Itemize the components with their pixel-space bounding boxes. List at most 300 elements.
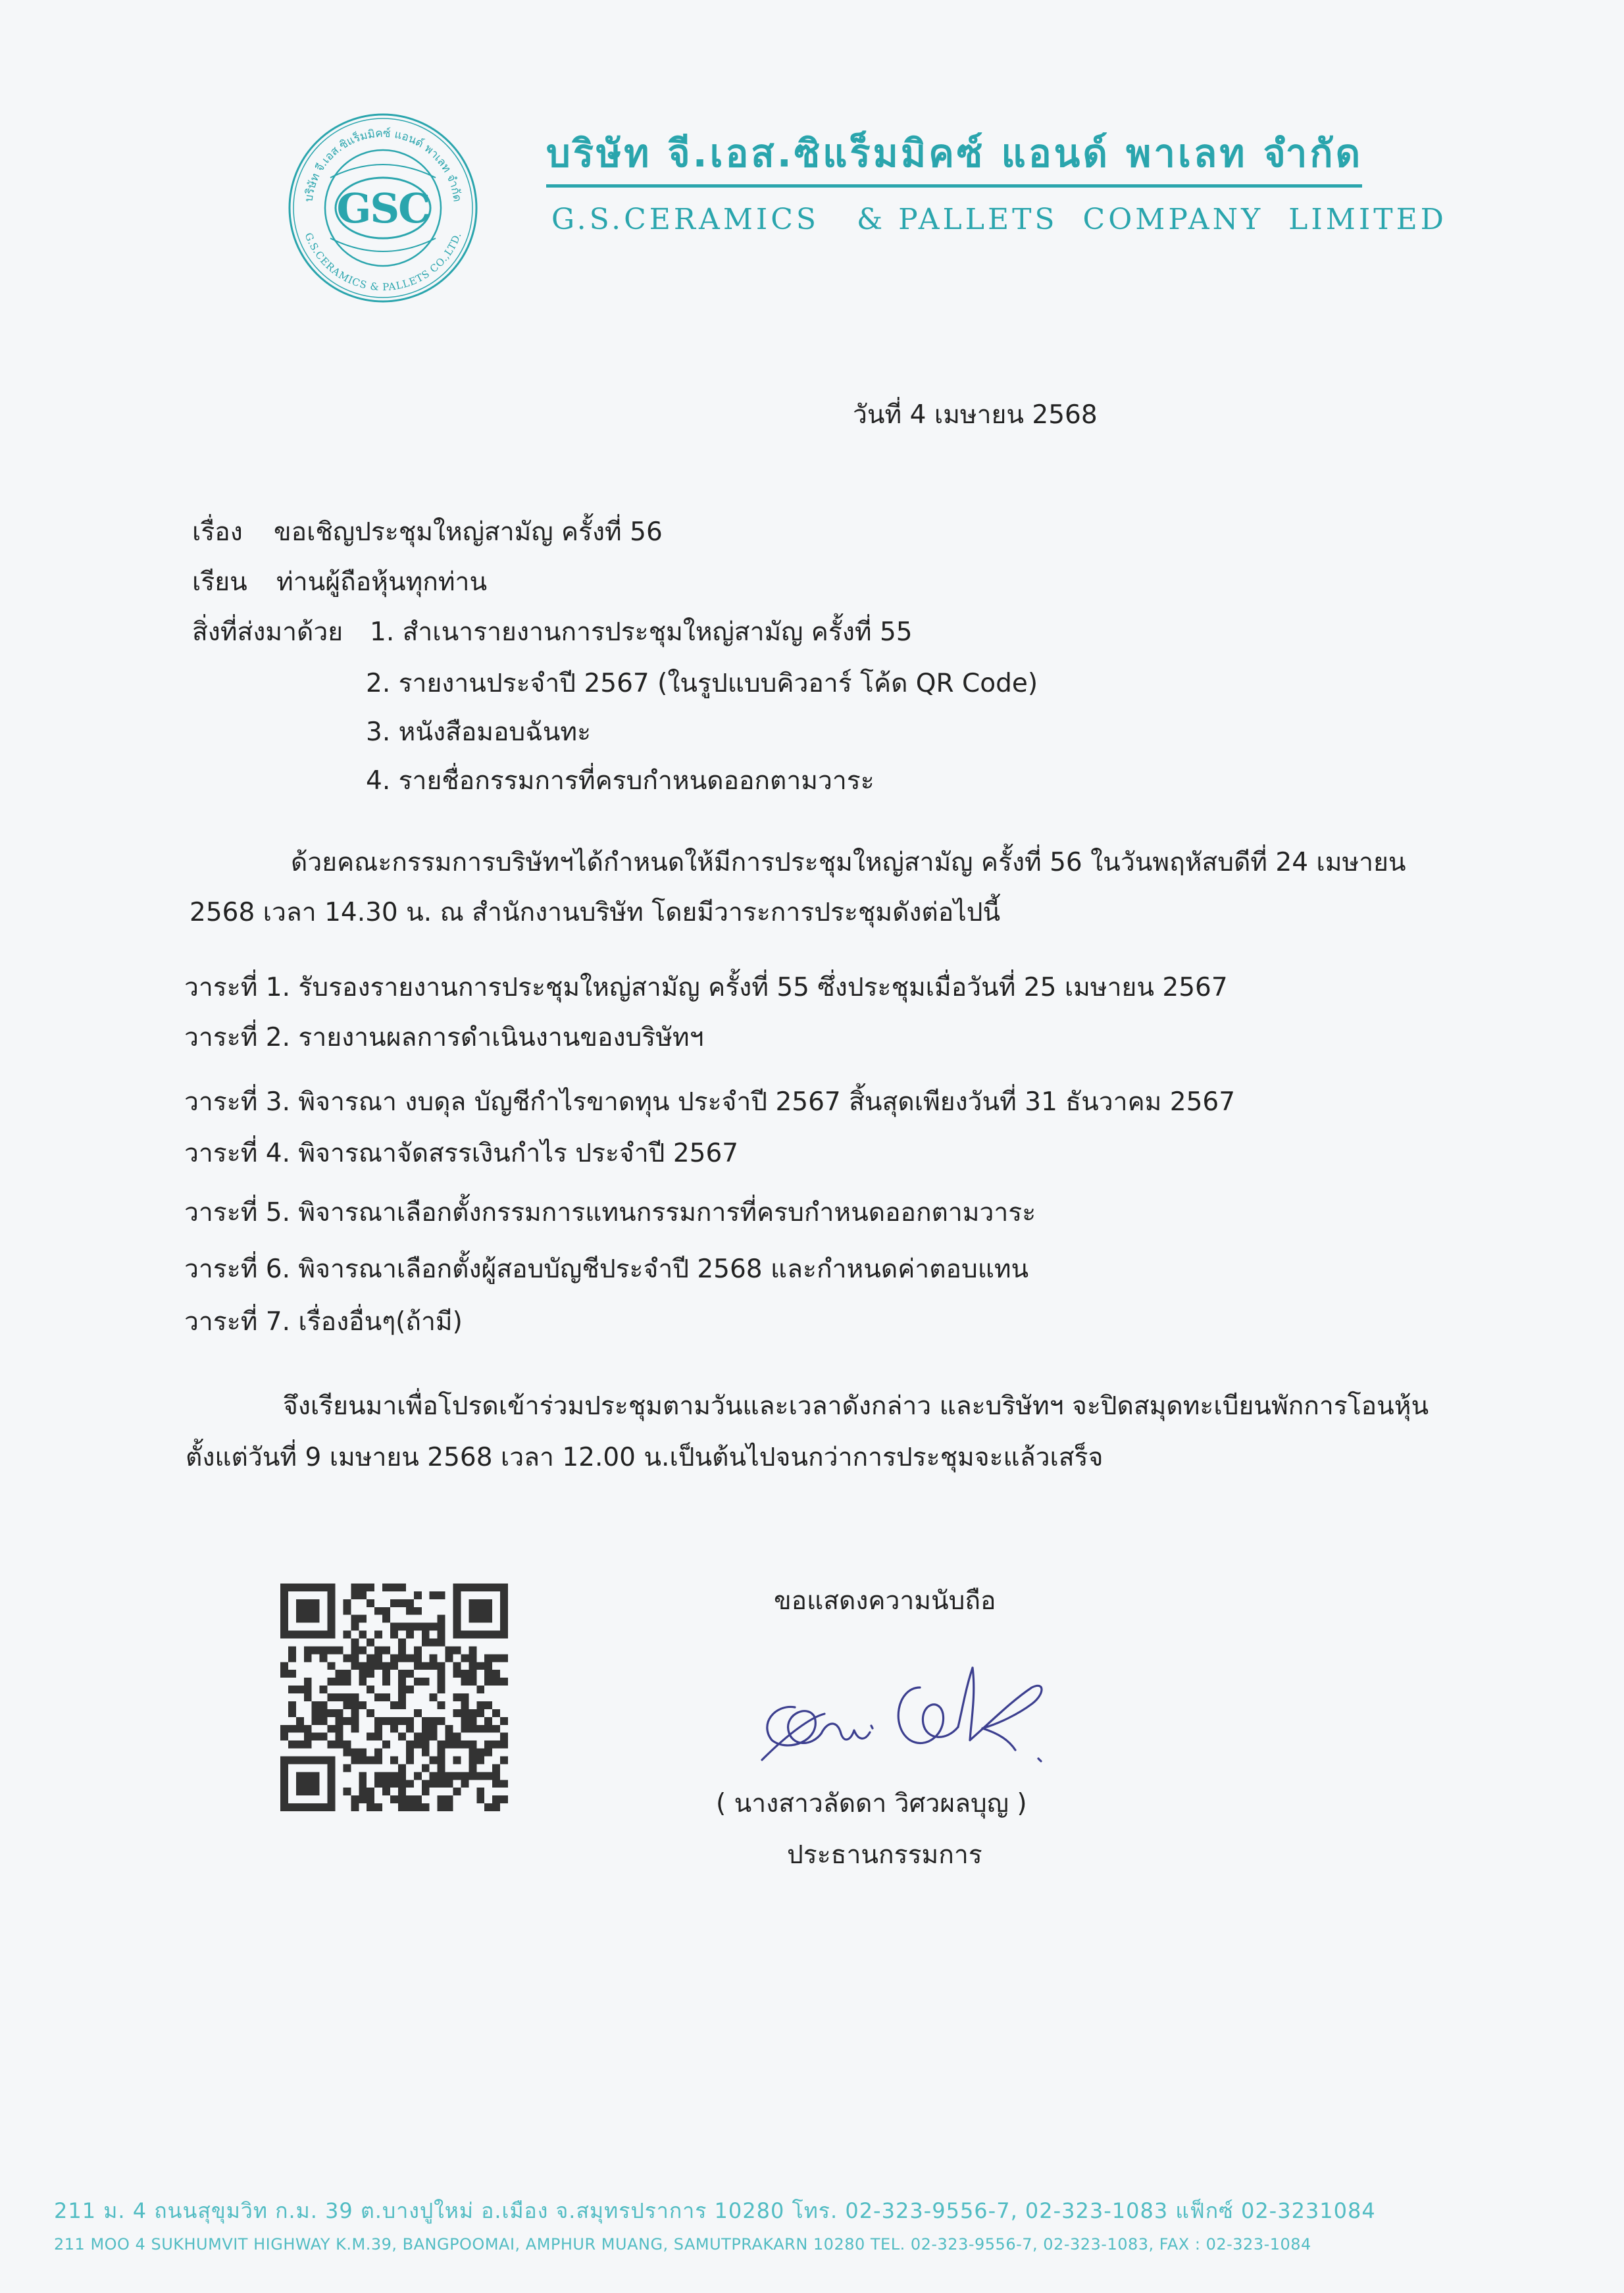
qr-module xyxy=(374,1780,382,1788)
qr-module xyxy=(445,1654,453,1662)
qr-module xyxy=(390,1584,398,1591)
qr-module xyxy=(398,1654,406,1662)
qr-module xyxy=(367,1654,374,1662)
qr-module xyxy=(343,1607,351,1615)
qr-module xyxy=(438,1615,445,1623)
qr-module xyxy=(406,1756,414,1764)
qr-module xyxy=(422,1788,430,1795)
qr-module xyxy=(422,1623,430,1631)
qr-module xyxy=(374,1725,382,1733)
qr-module xyxy=(500,1780,508,1788)
qr-module xyxy=(430,1772,438,1780)
qr-module xyxy=(351,1749,359,1757)
qr-module xyxy=(398,1701,406,1709)
qr-module xyxy=(343,1678,351,1686)
qr-module xyxy=(476,1709,484,1717)
qr-module xyxy=(398,1584,406,1591)
qr-module xyxy=(422,1725,430,1733)
qr-module xyxy=(382,1772,390,1780)
qr-module xyxy=(406,1670,414,1678)
qr-module xyxy=(500,1756,508,1764)
qr-module xyxy=(351,1717,359,1725)
qr-module xyxy=(484,1654,492,1662)
qr-module xyxy=(422,1741,430,1749)
qr-module xyxy=(438,1701,445,1709)
qr-module xyxy=(359,1646,367,1654)
qr-module xyxy=(461,1709,469,1717)
qr-module xyxy=(328,1693,336,1701)
qr-module xyxy=(422,1803,430,1811)
qr-module xyxy=(398,1772,406,1780)
qr-module xyxy=(469,1709,476,1717)
qr-module xyxy=(351,1662,359,1670)
qr-module xyxy=(382,1615,390,1623)
qr-module xyxy=(304,1741,312,1749)
qr-module xyxy=(461,1701,469,1709)
agenda-item: วาระที่ 1. รับรองรายงานการประชุมใหญ่สามัญ ครั้งที่ 55 ซึ่งประชุมเมื่อวันที่ 25 เมษายน 2567 xyxy=(184,973,1228,1002)
qr-module xyxy=(336,1646,343,1654)
qr-module xyxy=(336,1693,343,1701)
qr-module xyxy=(438,1662,445,1670)
qr-module xyxy=(430,1591,438,1599)
qr-module xyxy=(430,1717,438,1725)
qr-module xyxy=(351,1795,359,1803)
qr-module xyxy=(469,1670,476,1678)
qr-module xyxy=(359,1795,367,1803)
qr-module xyxy=(374,1607,382,1615)
qr-module xyxy=(430,1662,438,1670)
qr-module xyxy=(422,1639,430,1647)
svg-text:G.S.CERAMICS & PALLETS CO.,LTD: G.S.CERAMICS & PALLETS CO.,LTD. xyxy=(302,231,464,294)
qr-module xyxy=(414,1646,422,1654)
intro-paragraph-line: 2568 เวลา 14.30 น. ณ สำนักงานบริษัท โดยมีวาระการประชุมดังต่อไปนี้ xyxy=(190,898,1001,927)
qr-module xyxy=(359,1756,367,1764)
qr-module xyxy=(296,1717,304,1725)
qr-module xyxy=(430,1756,438,1764)
qr-module xyxy=(367,1795,374,1803)
qr-module xyxy=(359,1701,367,1709)
qr-module xyxy=(453,1646,461,1654)
qr-module xyxy=(328,1725,336,1733)
qr-module xyxy=(351,1725,359,1733)
qr-module xyxy=(406,1717,414,1725)
qr-module xyxy=(320,1654,328,1662)
qr-module xyxy=(492,1780,500,1788)
qr-module xyxy=(484,1741,492,1749)
qr-module xyxy=(367,1803,374,1811)
qr-module xyxy=(492,1725,500,1733)
qr-module xyxy=(382,1693,390,1701)
qr-module xyxy=(484,1670,492,1678)
qr-module xyxy=(359,1670,367,1678)
qr-module xyxy=(438,1631,445,1639)
qr-module xyxy=(367,1584,374,1591)
qr-module xyxy=(422,1764,430,1772)
qr-module xyxy=(414,1654,422,1662)
qr-module xyxy=(280,1733,288,1741)
qr-module xyxy=(312,1709,320,1717)
qr-module xyxy=(414,1662,422,1670)
enclosures-label: สิ่งที่ส่งมาด้วย xyxy=(192,617,343,647)
qr-module xyxy=(492,1670,500,1678)
qr-module xyxy=(382,1646,390,1654)
qr-module xyxy=(359,1678,367,1686)
qr-module xyxy=(280,1725,288,1733)
qr-module xyxy=(461,1725,469,1733)
qr-module xyxy=(430,1693,438,1701)
qr-module xyxy=(414,1591,422,1599)
qr-module xyxy=(304,1678,312,1686)
company-name-thai: บริษัท จี.เอส.ซิแร็มมิคซ์ แอนด์ พาเลท จำกัด xyxy=(546,131,1363,176)
qr-module xyxy=(390,1662,398,1670)
qr-module xyxy=(398,1670,406,1678)
agenda-item: วาระที่ 4. พิจารณาจัดสรรเงินกำไร ประจำปี 2567 xyxy=(184,1139,739,1168)
recipient-label: เรียน xyxy=(192,567,247,597)
qr-module xyxy=(320,1717,328,1725)
qr-module xyxy=(382,1584,390,1591)
qr-module xyxy=(406,1623,414,1631)
handwritten-signature xyxy=(749,1641,1071,1773)
qr-module xyxy=(469,1662,476,1670)
qr-module xyxy=(500,1741,508,1749)
qr-module xyxy=(461,1670,469,1678)
qr-module xyxy=(438,1803,445,1811)
qr-module xyxy=(288,1741,296,1749)
qr-module xyxy=(445,1646,453,1654)
enclosure-item: 4. รายชื่อกรรมการที่ครบกำหนดออกตามวาระ xyxy=(366,766,875,796)
qr-module xyxy=(406,1780,414,1788)
qr-module xyxy=(359,1591,367,1599)
qr-module xyxy=(336,1733,343,1741)
qr-module xyxy=(476,1749,484,1757)
qr-module xyxy=(484,1749,492,1757)
qr-module xyxy=(374,1693,382,1701)
qr-module xyxy=(359,1615,367,1623)
qr-module xyxy=(453,1733,461,1741)
qr-module xyxy=(328,1678,336,1686)
qr-module xyxy=(414,1709,422,1717)
qr-module xyxy=(469,1678,476,1686)
qr-module xyxy=(484,1701,492,1709)
agenda-item: วาระที่ 3. พิจารณา งบดุล บัญชีกำไรขาดทุน ประจำปี 2567 สิ้นสุดเพียงวันที่ 31 ธันวาคม 2567 xyxy=(184,1087,1236,1117)
qr-module xyxy=(469,1646,476,1654)
qr-module xyxy=(351,1701,359,1709)
qr-module xyxy=(288,1670,296,1678)
qr-module xyxy=(398,1733,406,1741)
qr-module xyxy=(406,1741,414,1749)
qr-module xyxy=(351,1591,359,1599)
qr-module xyxy=(461,1693,469,1701)
qr-module xyxy=(500,1654,508,1662)
qr-module xyxy=(343,1631,351,1639)
qr-module xyxy=(288,1725,296,1733)
qr-module xyxy=(382,1780,390,1788)
qr-module xyxy=(304,1646,312,1654)
qr-module xyxy=(492,1741,500,1749)
qr-module xyxy=(398,1599,406,1607)
qr-module xyxy=(398,1717,406,1725)
qr-module xyxy=(438,1780,445,1788)
qr-module xyxy=(398,1646,406,1654)
qr-module xyxy=(414,1733,422,1741)
qr-module xyxy=(390,1654,398,1662)
qr-module xyxy=(422,1662,430,1670)
qr-module xyxy=(461,1717,469,1725)
qr-module xyxy=(328,1741,336,1749)
qr-module xyxy=(438,1795,445,1803)
qr-module xyxy=(406,1749,414,1757)
qr-module xyxy=(304,1693,312,1701)
qr-module xyxy=(320,1701,328,1709)
qr-module xyxy=(398,1639,406,1647)
qr-module xyxy=(492,1803,500,1811)
qr-module xyxy=(453,1788,461,1795)
qr-module xyxy=(422,1631,430,1639)
qr-module xyxy=(438,1686,445,1693)
qr-module xyxy=(430,1725,438,1733)
qr-module xyxy=(374,1803,382,1811)
qr-module xyxy=(343,1701,351,1709)
qr-module xyxy=(367,1788,374,1795)
qr-module xyxy=(351,1584,359,1591)
qr-module xyxy=(492,1795,500,1803)
qr-module xyxy=(351,1623,359,1631)
qr-module xyxy=(430,1654,438,1662)
qr-module xyxy=(288,1701,296,1709)
qr-module xyxy=(288,1686,296,1693)
qr-module xyxy=(374,1756,382,1764)
qr-module xyxy=(288,1646,296,1654)
qr-module xyxy=(367,1639,374,1647)
qr-module xyxy=(280,1662,288,1670)
qr-module xyxy=(476,1795,484,1803)
qr-module xyxy=(445,1725,453,1733)
qr-module xyxy=(438,1591,445,1599)
qr-module xyxy=(500,1717,508,1725)
enclosure-item: 1. สำเนารายงานการประชุมใหญ่สามัญ ครั้งที่ 55 xyxy=(370,617,913,647)
qr-module xyxy=(445,1803,453,1811)
qr-module xyxy=(288,1654,296,1662)
agenda-item: วาระที่ 6. พิจารณาเลือกตั้งผู้สอบบัญชีประจำปี 2568 และกำหนดค่าตอบแทน xyxy=(184,1254,1029,1284)
qr-module xyxy=(374,1733,382,1741)
qr-module xyxy=(351,1646,359,1654)
qr-module xyxy=(469,1654,476,1662)
qr-module xyxy=(359,1631,367,1639)
qr-module xyxy=(422,1733,430,1741)
qr-module xyxy=(382,1662,390,1670)
qr-module xyxy=(492,1709,500,1717)
qr-module xyxy=(351,1709,359,1717)
qr-module xyxy=(359,1780,367,1788)
qr-module xyxy=(438,1670,445,1678)
qr-module xyxy=(414,1803,422,1811)
agenda-item: วาระที่ 5. พิจารณาเลือกตั้งกรรมการแทนกรรมการที่ครบกำหนดออกตามวาระ xyxy=(184,1198,1036,1227)
intro-paragraph-line: ด้วยคณะกรรมการบริษัทฯได้กำหนดให้มีการประชุมใหญ่สามัญ ครั้งที่ 56 ในวันพฤหัสบดีที่ 24 เมษายน xyxy=(291,848,1406,877)
qr-module xyxy=(461,1678,469,1686)
svg-text:GSC: GSC xyxy=(336,184,430,232)
qr-module xyxy=(476,1772,484,1780)
qr-module xyxy=(445,1733,453,1741)
footer-address-thai: 211 ม. 4 ถนนสุขุมวิท ก.ม. 39 ต.บางปูใหม่ อ.เมือง จ.สมุทรปราการ 10280 โทร. 02-323-9556-7, 02-323-1083 แฟ็กซ์ 02-3231084 xyxy=(54,2198,1376,2223)
qr-module xyxy=(500,1795,508,1803)
qr-module xyxy=(374,1662,382,1670)
qr-module xyxy=(374,1631,382,1639)
svg-text:บริษัท จี.เอส.ซิแร็มมิคซ์ แอนด: บริษัท จี.เอส.ซิแร็มมิคซ์ แอนด์ พาเลท จำกัด xyxy=(302,126,464,203)
qr-module xyxy=(398,1693,406,1701)
qr-module xyxy=(320,1686,328,1693)
qr-module xyxy=(414,1607,422,1615)
qr-module xyxy=(382,1678,390,1686)
letterhead-divider xyxy=(546,184,1362,188)
qr-module xyxy=(406,1686,414,1693)
qr-module xyxy=(343,1764,351,1772)
qr-module xyxy=(336,1678,343,1686)
qr-module xyxy=(445,1795,453,1803)
qr-module xyxy=(328,1646,336,1654)
qr-module xyxy=(406,1599,414,1607)
qr-module xyxy=(359,1772,367,1780)
qr-module xyxy=(484,1803,492,1811)
qr-module xyxy=(430,1780,438,1788)
qr-module xyxy=(359,1662,367,1670)
qr-module xyxy=(296,1686,304,1693)
qr-module xyxy=(414,1623,422,1631)
qr-module xyxy=(280,1670,288,1678)
qr-module xyxy=(304,1654,312,1662)
qr-module xyxy=(406,1725,414,1733)
qr-module xyxy=(414,1795,422,1803)
qr-module xyxy=(422,1717,430,1725)
qr-module xyxy=(390,1756,398,1764)
qr-module xyxy=(320,1733,328,1741)
enclosure-item: 3. หนังสือมอบฉันทะ xyxy=(366,717,592,747)
qr-module xyxy=(398,1623,406,1631)
qr-module xyxy=(453,1693,461,1701)
qr-module xyxy=(374,1772,382,1780)
qr-module xyxy=(343,1599,351,1607)
qr-module xyxy=(343,1717,351,1725)
qr-module xyxy=(382,1741,390,1749)
qr-module xyxy=(476,1725,484,1733)
qr-module xyxy=(312,1717,320,1725)
qr-module xyxy=(390,1701,398,1709)
qr-module xyxy=(351,1615,359,1623)
qr-module xyxy=(312,1701,320,1709)
qr-module xyxy=(461,1780,469,1788)
qr-module xyxy=(430,1733,438,1741)
qr-module xyxy=(406,1803,414,1811)
qr-module xyxy=(453,1670,461,1678)
qr-alignment-pattern xyxy=(453,1756,461,1764)
qr-module xyxy=(304,1686,312,1693)
qr-module xyxy=(343,1741,351,1749)
qr-module xyxy=(296,1741,304,1749)
qr-module xyxy=(382,1670,390,1678)
qr-module xyxy=(359,1788,367,1795)
qr-module xyxy=(398,1764,406,1772)
qr-module xyxy=(430,1639,438,1647)
qr-module xyxy=(406,1607,414,1615)
qr-module xyxy=(351,1803,359,1811)
qr-module xyxy=(398,1795,406,1803)
qr-module xyxy=(367,1709,374,1717)
qr-module xyxy=(492,1764,500,1772)
qr-module xyxy=(336,1725,343,1733)
qr-module xyxy=(398,1803,406,1811)
qr-module xyxy=(390,1717,398,1725)
qr-module xyxy=(398,1788,406,1795)
qr-code-icon xyxy=(280,1584,508,1811)
qr-module xyxy=(414,1772,422,1780)
qr-module xyxy=(406,1631,414,1639)
qr-module xyxy=(390,1725,398,1733)
closing-paragraph-line: ตั้งแต่วันที่ 9 เมษายน 2568 เวลา 12.00 น.เป็นต้นไปจนกว่าการประชุมจะแล้วเสร็จ xyxy=(186,1443,1104,1472)
footer-address-english: 211 MOO 4 SUKHUMVIT HIGHWAY K.M.39, BANGPOOMAI, AMPHUR MUANG, SAMUTPRAKARN 10280 TEL. 02-323-9556-7, 02-323-1083, FAX : 02-323-1084 xyxy=(54,2235,1311,2254)
qr-module xyxy=(390,1631,398,1639)
qr-module xyxy=(492,1654,500,1662)
qr-module xyxy=(422,1780,430,1788)
company-logo xyxy=(284,109,482,307)
qr-module xyxy=(438,1623,445,1631)
qr-module xyxy=(469,1717,476,1725)
qr-module xyxy=(500,1678,508,1686)
qr-module xyxy=(288,1709,296,1717)
qr-module xyxy=(390,1623,398,1631)
qr-module xyxy=(343,1788,351,1795)
qr-module xyxy=(351,1693,359,1701)
qr-module xyxy=(438,1717,445,1725)
qr-module xyxy=(304,1725,312,1733)
qr-module xyxy=(343,1693,351,1701)
qr-module xyxy=(414,1678,422,1686)
letter-date: วันที่ 4 เมษายน 2568 xyxy=(853,400,1098,430)
qr-module xyxy=(484,1717,492,1725)
qr-module xyxy=(336,1670,343,1678)
qr-module xyxy=(476,1686,484,1693)
agenda-item: วาระที่ 2. รายงานผลการดำเนินงานของบริษัทฯ xyxy=(184,1023,704,1052)
qr-module xyxy=(492,1772,500,1780)
qr-module xyxy=(406,1795,414,1803)
qr-module xyxy=(374,1717,382,1725)
qr-module xyxy=(336,1709,343,1717)
qr-module xyxy=(390,1795,398,1803)
qr-module xyxy=(359,1749,367,1757)
qr-module xyxy=(492,1678,500,1686)
qr-module xyxy=(430,1623,438,1631)
qr-module xyxy=(374,1646,382,1654)
qr-module xyxy=(398,1686,406,1693)
qr-module xyxy=(390,1780,398,1788)
qr-module xyxy=(484,1662,492,1670)
qr-module xyxy=(343,1654,351,1662)
qr-module xyxy=(359,1584,367,1591)
qr-module xyxy=(422,1749,430,1757)
qr-module xyxy=(422,1678,430,1686)
qr-module xyxy=(328,1709,336,1717)
regards-text: ขอแสดงความนับถือ xyxy=(774,1586,996,1616)
qr-module xyxy=(367,1756,374,1764)
qr-module xyxy=(351,1639,359,1647)
qr-module xyxy=(312,1646,320,1654)
qr-module xyxy=(461,1654,469,1662)
qr-module xyxy=(336,1741,343,1749)
qr-module xyxy=(343,1670,351,1678)
agenda-item: วาระที่ 7. เรื่องอื่นๆ(ถ้ามี) xyxy=(184,1307,463,1337)
qr-module xyxy=(304,1733,312,1741)
qr-module xyxy=(367,1686,374,1693)
enclosure-item: 2. รายงานประจำปี 2567 (ในรูปแบบคิวอาร์ โค้ด QR Code) xyxy=(366,669,1038,698)
closing-paragraph-line: จึงเรียนมาเพื่อโปรดเข้าร่วมประชุมตามวันและเวลาดังกล่าว และบริษัทฯ จะปิดสมุดทะเบียนพักการโอนหุ้น xyxy=(283,1391,1429,1421)
